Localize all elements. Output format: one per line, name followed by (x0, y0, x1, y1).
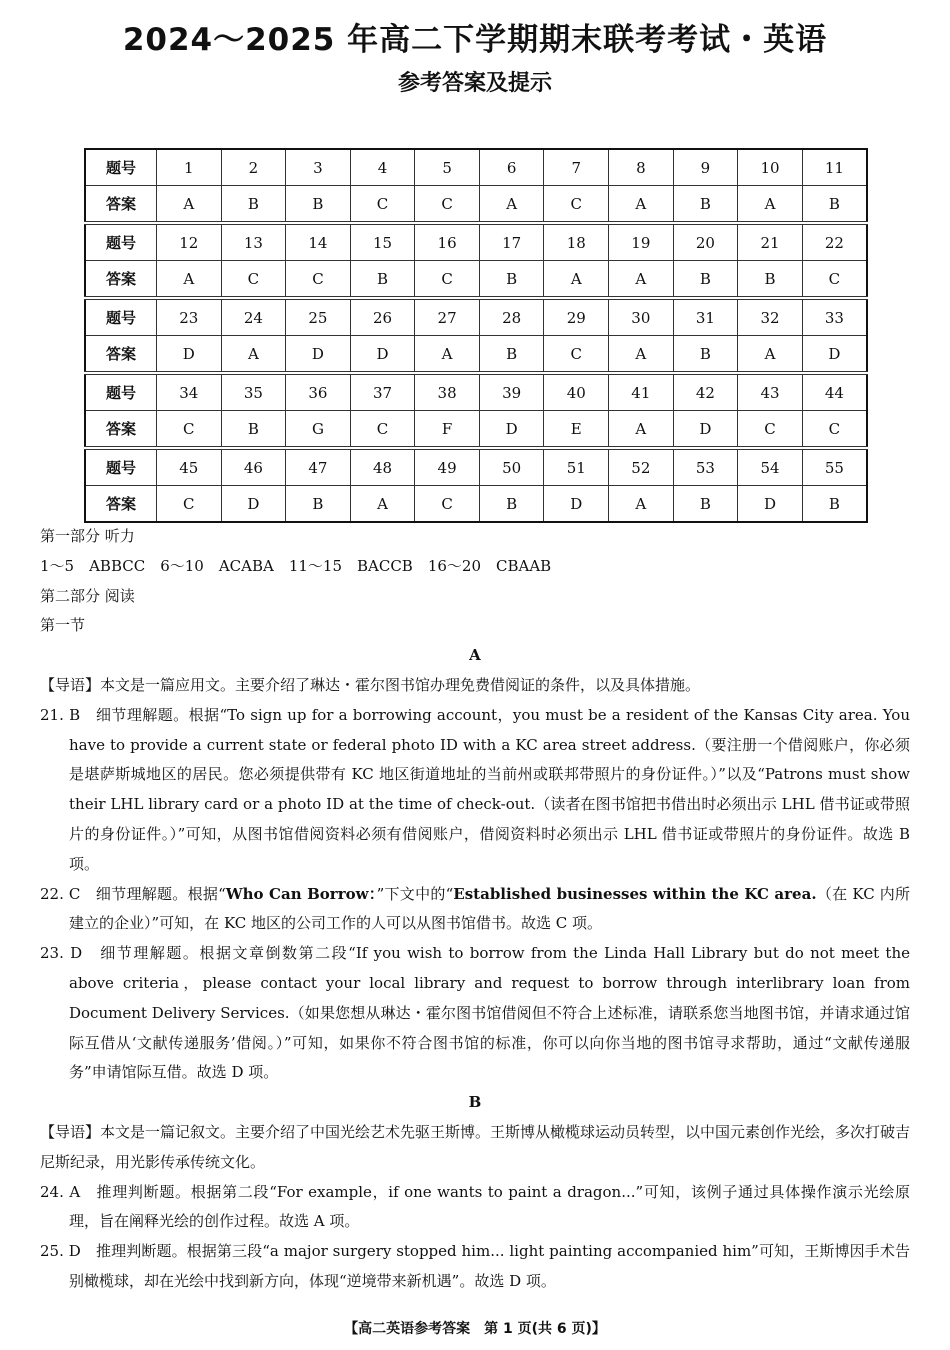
question-number-cell: 36 (286, 373, 351, 411)
row-header: 题号 (85, 373, 157, 411)
question-number-cell: 32 (738, 298, 803, 336)
answer-cell: C (415, 261, 480, 299)
question-number-cell: 10 (738, 149, 803, 186)
question-number-cell: 8 (609, 149, 674, 186)
question-number-cell: 25 (286, 298, 351, 336)
answer-cell: A (609, 261, 674, 299)
answer-cell: A (415, 336, 480, 374)
answer-cell: A (609, 336, 674, 374)
question-number-cell: 28 (479, 298, 544, 336)
question-number-cell: 21 (738, 223, 803, 261)
answer-cell: C (544, 186, 609, 224)
question-number-cell: 40 (544, 373, 609, 411)
question-number-cell: 5 (415, 149, 480, 186)
answer-cell: B (479, 486, 544, 523)
q22-suffix: （在 KC 内所建立的企业）”可知，在 KC 地区的公司工作的人可以从图书馆借书。故选 C 项。 (69, 884, 911, 933)
passage-a-label: A (469, 646, 481, 665)
answer-explanations (40, 522, 910, 1297)
answer-cell: C (350, 411, 415, 449)
question-number-cell: 41 (609, 373, 674, 411)
row-header: 答案 (85, 336, 157, 374)
answer-cell: D (157, 336, 222, 374)
answer-cell: A (350, 486, 415, 523)
question-number-cell: 27 (415, 298, 480, 336)
question-number-cell: 38 (415, 373, 480, 411)
answer-cell: A (738, 186, 803, 224)
question-number-cell: 46 (221, 448, 286, 486)
row-header: 答案 (85, 186, 157, 224)
question-number-cell: 37 (350, 373, 415, 411)
question-number-cell: 26 (350, 298, 415, 336)
row-header: 题号 (85, 223, 157, 261)
row-header: 答案 (85, 486, 157, 523)
question-number-row (85, 298, 867, 336)
question-number-cell: 39 (479, 373, 544, 411)
answer-cell: B (673, 486, 738, 523)
question-number-cell: 55 (802, 448, 867, 486)
question-number-cell: 43 (738, 373, 803, 411)
question-number-cell: 34 (157, 373, 222, 411)
answer-cell: B (479, 336, 544, 374)
answer-cell: D (802, 336, 867, 374)
answer-cell: D (738, 486, 803, 523)
question-number-row (85, 223, 867, 261)
question-number-cell: 1 (157, 149, 222, 186)
question-number-cell: 54 (738, 448, 803, 486)
row-header: 题号 (85, 149, 157, 186)
row-header: 答案 (85, 411, 157, 449)
answer-row (85, 411, 867, 449)
section1-heading: 第一节 (40, 616, 86, 635)
question-number-cell: 14 (286, 223, 351, 261)
question-number-cell: 52 (609, 448, 674, 486)
question-21-explanation: 21. B 细节理解题。根据“To sign up for a borrowing account，you must be a resident of the Kansas City area. You have to provide a current state or federal photo ID with a KC area street address.（要注册一个借阅账户，你必须是堪萨斯城地区的居民。您必须提供带有 KC 地区街道地址的当前州或联邦带照片的身份证件。）”以及“Patrons must show their LHL library card or a photo ID at the time of check-out.（读者在图书馆把书借出时必须出示 LHL 借书证或带照片的身份证件。）”可知，从图书馆借阅资料必须有借阅账户，借阅资料时必须出示 LHL 借书证或带照片的身份证件。故选 B 项。 (40, 705, 910, 873)
answer-cell: A (609, 186, 674, 224)
question-number-cell: 12 (157, 223, 222, 261)
part1-heading: 第一部分 听力 (40, 527, 135, 545)
question-number-cell: 30 (609, 298, 674, 336)
answer-cell: B (286, 186, 351, 224)
answer-cell: B (286, 486, 351, 523)
answer-cell: C (157, 411, 222, 449)
row-header: 题号 (85, 298, 157, 336)
answer-table (84, 148, 868, 523)
question-number-row (85, 149, 867, 186)
question-number-cell: 9 (673, 149, 738, 186)
q22-prefix: 22. C 细节理解题。根据“ (40, 884, 226, 903)
question-number-cell: 20 (673, 223, 738, 261)
answer-cell: C (738, 411, 803, 449)
question-number-cell: 19 (609, 223, 674, 261)
question-number-row (85, 448, 867, 486)
answer-cell: B (673, 336, 738, 374)
answer-cell: D (673, 411, 738, 449)
answer-cell: C (221, 261, 286, 299)
answer-cell: D (544, 486, 609, 523)
answer-cell: B (350, 261, 415, 299)
question-number-cell: 24 (221, 298, 286, 336)
question-number-cell: 6 (479, 149, 544, 186)
answer-cell: B (673, 261, 738, 299)
answer-cell: C (415, 186, 480, 224)
question-number-cell: 7 (544, 149, 609, 186)
q22-quote-1: Who Can Borrow： (225, 884, 377, 903)
page-title: 2024～2025 年高二下学期期末联考考试・英语 (122, 22, 828, 58)
row-header: 题号 (85, 448, 157, 486)
answer-cell: C (802, 261, 867, 299)
answer-cell: D (286, 336, 351, 374)
question-number-cell: 3 (286, 149, 351, 186)
question-number-cell: 4 (350, 149, 415, 186)
question-number-cell: 47 (286, 448, 351, 486)
page-footer: 【高二英语参考答案 第 1 页(共 6 页)】 (344, 1321, 606, 1337)
question-number-cell: 48 (350, 448, 415, 486)
question-number-cell: 22 (802, 223, 867, 261)
question-23-explanation: 23. D 细节理解题。根据文章倒数第二段“If you wish to borrow from the Linda Hall Library but do not meet the above criteria，please contact your local library and request to borrow through interlibrary loan from Document Delivery Services.（如果您想从琳达・霍尔图书馆借阅但不符合上述标准，请联系您当地图书馆，并请求通过馆际互借从‘文献传递服务’借阅。）”可知，如果你不符合图书馆的标准，你可以向你当地的图书馆寻求帮助，通过“文献传递服务”申请馆际互借。故选 D 项。 (40, 944, 910, 1082)
answer-cell: C (802, 411, 867, 449)
question-number-cell: 35 (221, 373, 286, 411)
answer-cell: D (350, 336, 415, 374)
question-22-explanation (40, 880, 910, 940)
answer-cell: D (479, 411, 544, 449)
answer-cell: F (415, 411, 480, 449)
answer-cell: A (738, 336, 803, 374)
answer-cell: B (221, 186, 286, 224)
question-number-cell: 2 (221, 149, 286, 186)
answer-row (85, 261, 867, 299)
question-25-explanation: 25. D 推理判断题。根据第三段“a major surgery stopped him... light painting accompanied him”可知，王斯博因手术告别橄榄球，却在光绘中找到新方向，体现“逆境带来新机遇”。故选 D 项。 (40, 1242, 910, 1290)
passage-b-label: B (468, 1093, 482, 1112)
question-number-cell: 29 (544, 298, 609, 336)
answer-cell: D (221, 486, 286, 523)
answer-cell: A (544, 261, 609, 299)
question-number-cell: 44 (802, 373, 867, 411)
question-number-cell: 17 (479, 223, 544, 261)
page-subtitle: 参考答案及提示 (397, 71, 552, 96)
question-number-cell: 51 (544, 448, 609, 486)
part2-heading: 第二部分 阅读 (40, 586, 135, 605)
answer-cell: A (609, 411, 674, 449)
answer-cell: C (415, 486, 480, 523)
answer-cell: C (286, 261, 351, 299)
answer-cell: B (221, 411, 286, 449)
question-number-row (85, 373, 867, 411)
question-number-cell: 42 (673, 373, 738, 411)
passage-a-intro: 【导语】本文是一篇应用文。主要介绍了琳达・霍尔图书馆办理免费借阅证的条件，以及具体措施。 (40, 675, 701, 694)
question-24-explanation: 24. A 推理判断题。根据第二段“For example，if one wants to paint a dragon...”可知，该例子通过具体操作演示光绘原理，旨在阐释光绘的创作过程。故选 A 项。 (40, 1182, 910, 1231)
question-number-cell: 18 (544, 223, 609, 261)
passage-b-intro: 【导语】本文是一篇记叙文。主要介绍了中国光绘艺术先驱王斯博。王斯博从橄榄球运动员转型，以中国元素创作光绘，多次打破吉尼斯纪录，用光影传承传统文化。 (40, 1122, 911, 1171)
q22-mid: ”下文中的“ (376, 884, 454, 903)
question-number-cell: 33 (802, 298, 867, 336)
question-number-cell: 45 (157, 448, 222, 486)
row-header: 答案 (85, 261, 157, 299)
question-number-cell: 13 (221, 223, 286, 261)
answer-cell: A (609, 486, 674, 523)
answer-cell: C (544, 336, 609, 374)
answer-cell: C (350, 186, 415, 224)
part1-answers: 1～5 ABBCC 6～10 ACABA 11～15 BACCB 16～20 CBAAB (40, 556, 552, 575)
answer-cell: B (738, 261, 803, 299)
answer-cell: A (479, 186, 544, 224)
answer-row (85, 186, 867, 224)
question-number-cell: 31 (673, 298, 738, 336)
answer-cell: B (673, 186, 738, 224)
question-number-cell: 11 (802, 149, 867, 186)
answer-cell: E (544, 411, 609, 449)
question-number-cell: 23 (157, 298, 222, 336)
answer-row (85, 336, 867, 374)
answer-row (85, 486, 867, 523)
question-number-cell: 53 (673, 448, 738, 486)
question-number-cell: 49 (415, 448, 480, 486)
answer-cell: B (802, 486, 867, 523)
q22-quote-2: Established businesses within the KC area. (453, 884, 817, 903)
answer-cell: A (221, 336, 286, 374)
question-number-cell: 16 (415, 223, 480, 261)
answer-cell: B (479, 261, 544, 299)
answer-cell: A (157, 261, 222, 299)
answer-cell: A (157, 186, 222, 224)
question-number-cell: 50 (479, 448, 544, 486)
question-number-cell: 15 (350, 223, 415, 261)
answer-cell: C (157, 486, 222, 523)
answer-cell: G (286, 411, 351, 449)
answer-cell: B (802, 186, 867, 224)
